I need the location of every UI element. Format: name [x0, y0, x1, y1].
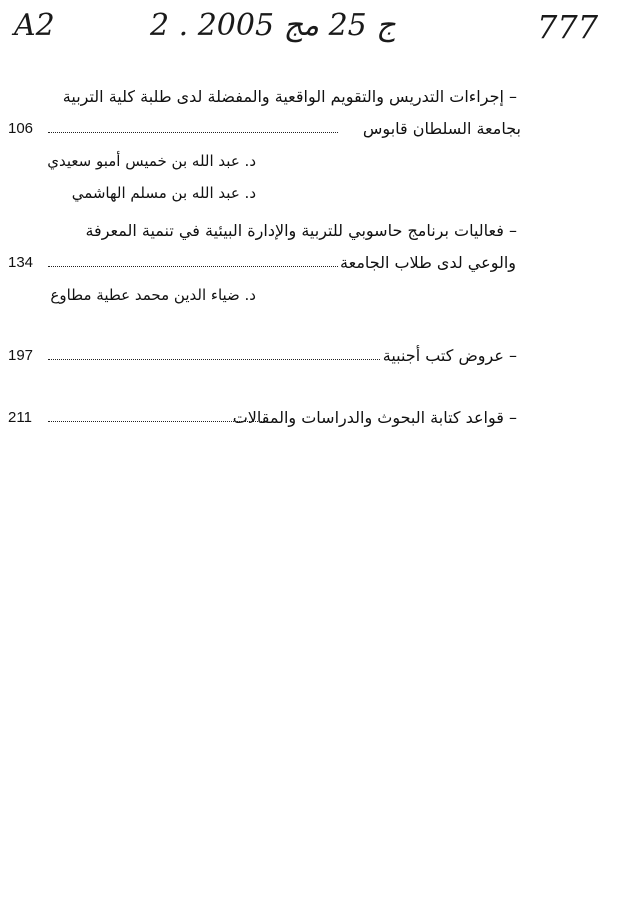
page-number: 211 — [8, 409, 32, 426]
dot-leader — [48, 359, 380, 360]
handwritten-code: A2 — [14, 8, 55, 43]
entry-title-line1: – عروض كتب أجنبية — [382, 346, 517, 365]
entry-title-line2: والوعي لدى طلاب الجامعة — [340, 253, 516, 272]
dot-leader — [48, 266, 338, 267]
page-number: 134 — [8, 254, 34, 271]
entry-title-line1: – فعاليات برنامج حاسوبي للتربية والإدارة البيئية في تنمية المعرفة — [85, 221, 517, 240]
author-name: د. ضياء الدين محمد عطية مطاوع — [50, 286, 256, 304]
entry-title-line1: – قواعد كتابة البحوث والدراسات والمقالات — [232, 408, 517, 427]
entry-title-line2: بجامعة السلطان قابوس — [362, 119, 521, 138]
page-number: 106 — [8, 120, 34, 137]
entry-title-line1: – إجراءات التدريس والتقويم الواقعية والمفضلة لدى طلبة كلية التربية — [62, 87, 517, 106]
handwritten-number: 777 — [537, 8, 599, 46]
author-name: د. عبد الله بن مسلم الهاشمي — [71, 184, 256, 202]
author-name: د. عبد الله بن خميس أمبو سعيدي — [47, 152, 256, 170]
dot-leader — [48, 132, 338, 133]
dot-leader — [48, 421, 264, 422]
page-number: 197 — [8, 347, 34, 364]
handwritten-date: 2 . ج 25 مج 2005 — [150, 8, 396, 43]
